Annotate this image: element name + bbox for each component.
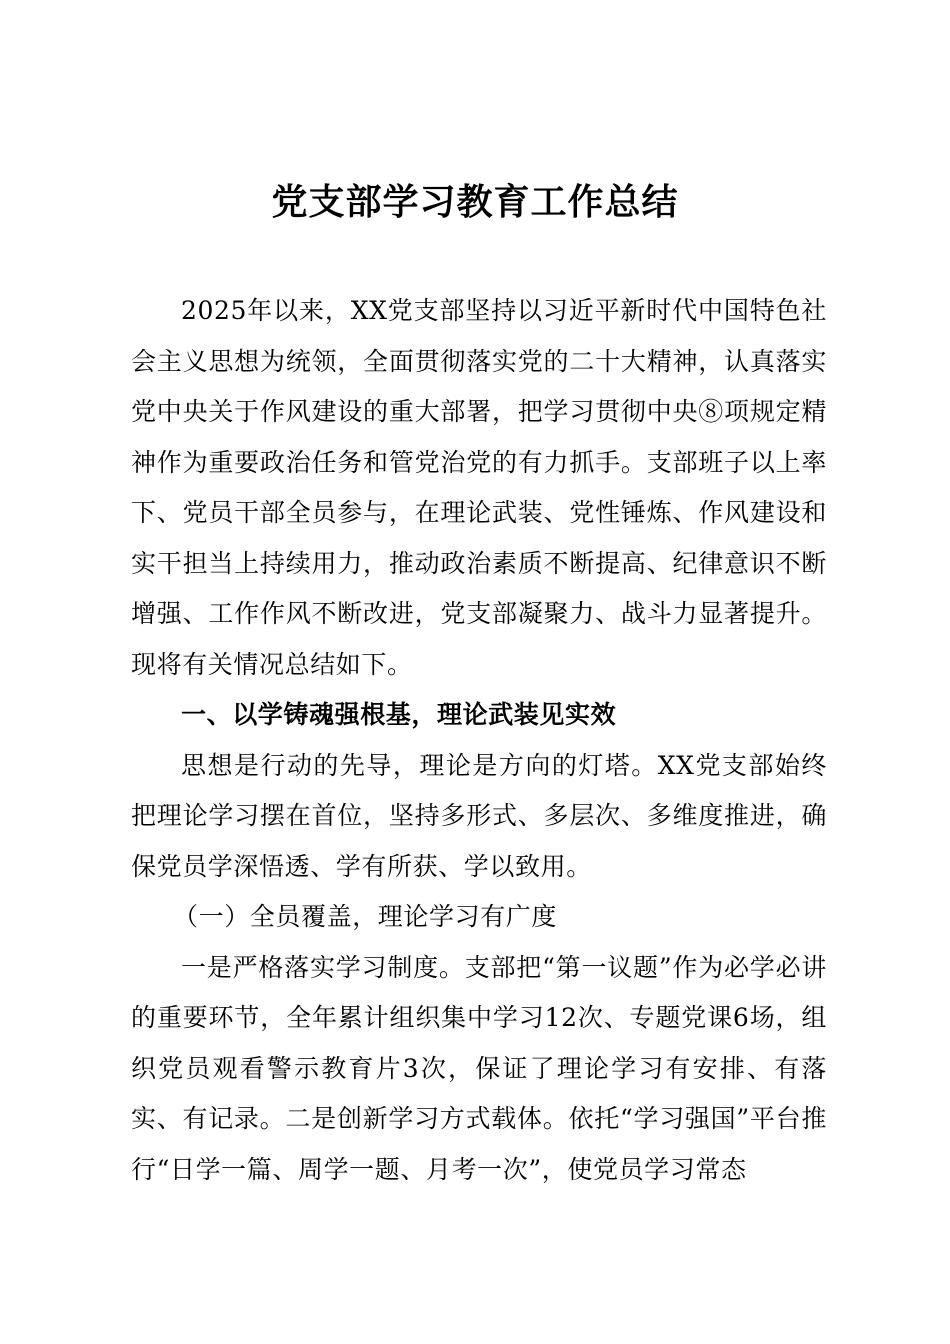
document-title: 党支部学习教育工作总结	[271, 181, 679, 223]
section-paragraph: 思想是行动的先导，理论是方向的灯塔。XX党支部始终把理论学习摆在首位，坚持多形式、多层次、多维度推进，确保党员学深悟透、学有所获、学以致用。	[131, 750, 827, 881]
subsection-heading: （一）全员覆盖，理论学习有广度	[173, 902, 558, 931]
intro-paragraph: 2025年以来，XX党支部坚持以习近平新时代中国特色社会主义思想为统领，全面贯彻落实党的二十大精神，认真落实党中央关于作风建设的重大部署，把学习贯彻中央⑧项规定精神作为重要政治任务和管党治党的有力抓手。支部班子以上率下、党员干部全员参与，在理论武装、党性锤炼、作风建设和实干担当上持续用力，推动政治素质不断提高、纪律意识不断增强、工作作风不断改进，党支部凝聚力、战斗力显著提升。现将有关情况总结如下。	[131, 296, 827, 679]
subsection-paragraph: 一是严格落实学习制度。支部把“第一议题”作为必学必讲的重要环节，全年累计组织集中学习12次、专题党课6场，组织党员观看警示教育片3次，保证了理论学习有安排、有落实、有记录。二是创新学习方式载体。依托“学习强国”平台推行“日学一篇、周学一题、月考一次”，使党员学习常态	[131, 952, 827, 1184]
section-heading: 一、以学铸魂强根基，理论武装见实效	[181, 700, 617, 729]
document-body	[131, 286, 827, 1195]
